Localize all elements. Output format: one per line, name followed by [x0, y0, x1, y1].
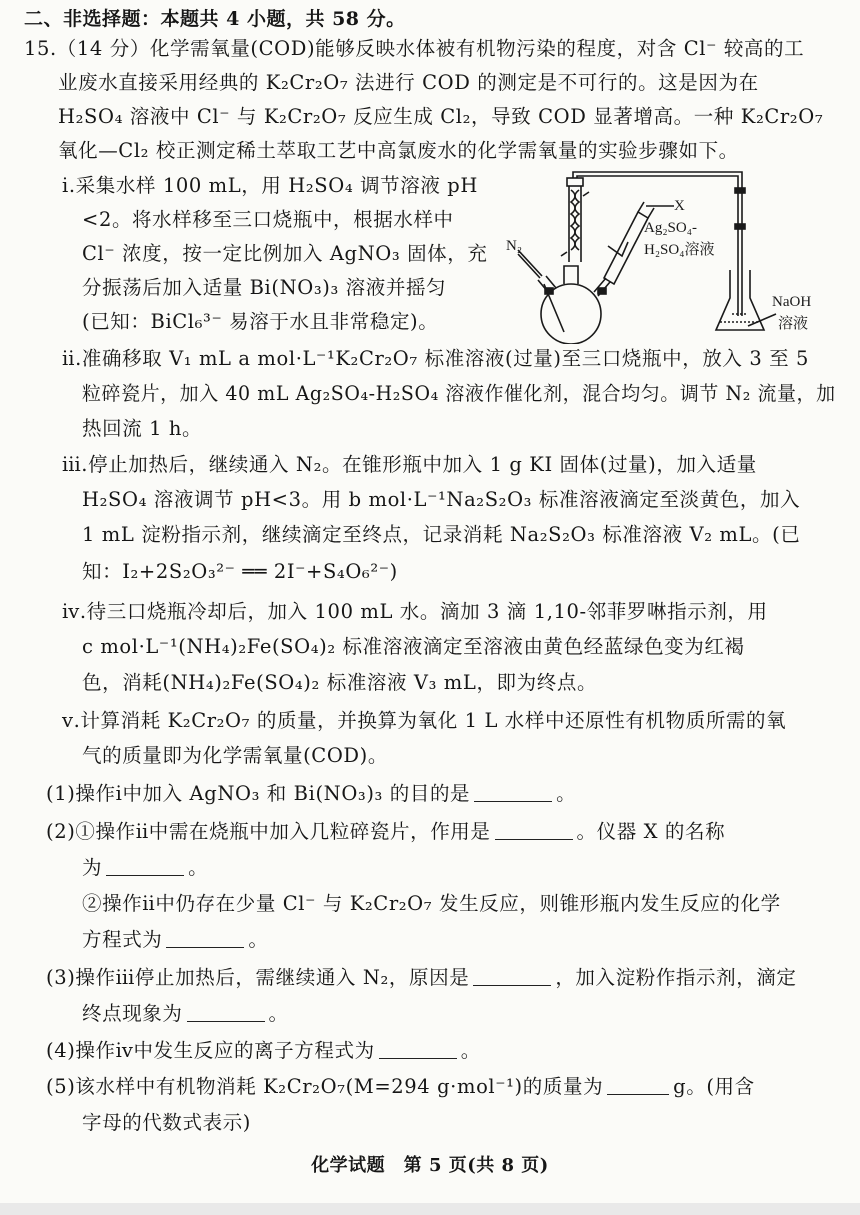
sq5-tail: g。(用含	[673, 1075, 755, 1098]
step1-line-1: ⅰ.采集水样 100 mL，用 H₂SO₄ 调节溶液 pH	[62, 174, 478, 197]
bottom-edge	[0, 1203, 860, 1215]
answer-blank-3a[interactable]	[473, 983, 551, 986]
sq3-text: (3)操作ⅲ停止加热后，需继续通入 N₂，原因是	[46, 966, 470, 989]
answer-blank-2a-name[interactable]	[106, 873, 184, 876]
section-header: 二、非选择题：本题共 4 小题，共 58 分。	[24, 8, 406, 30]
sub-question-5	[46, 1077, 755, 1097]
answer-blank-2b[interactable]	[166, 945, 244, 948]
sq3-cont-text: 终点现象为	[82, 1002, 183, 1025]
step1-line-2: <2。将水样移至三口烧瓶中，根据水样中	[82, 208, 454, 231]
sq1-tail: 。	[556, 782, 577, 805]
sub-question-2b: ②操作ⅱ中仍存在少量 Cl⁻ 与 K₂Cr₂O₇ 发生反应，则锥形瓶内发生反应的化学	[82, 892, 781, 915]
step1-line-3: Cl⁻ 浓度，按一定比例加入 AgNO₃ 固体，充	[82, 242, 488, 265]
sub-question-2a-cont	[82, 858, 208, 878]
answer-blank-1[interactable]	[474, 799, 552, 802]
sq2b-cont-text: 方程式为	[82, 928, 163, 951]
sq3-cont-tail: 。	[268, 1002, 289, 1025]
conical-flask	[716, 270, 764, 330]
sq2b-cont-tail: 。	[248, 928, 269, 951]
answer-blank-2a[interactable]	[495, 837, 573, 840]
label-naoh-2: 溶液	[778, 316, 809, 332]
step3-line-3: 1 mL 淀粉指示剂，继续滴定至终点，记录消耗 Na₂S₂O₃ 标准溶液 V₂ mL。(已	[82, 523, 801, 546]
sub-question-4	[46, 1041, 481, 1061]
intro-line-1: 15.（14 分）化学需氧量(COD)能够反映水体被有机物污染的程度，对含 Cl⁻ 较高的工	[24, 37, 805, 60]
step2-line-2: 粒碎瓷片，加入 40 mL Ag₂SO₄-H₂SO₄ 溶液作催化剂，混合均匀。调节 N₂ 流量，加	[82, 382, 836, 405]
sub-question-3-cont	[82, 1004, 289, 1024]
sub-question-2a	[46, 822, 725, 842]
sq4-text: (4)操作ⅳ中发生反应的离子方程式为	[46, 1039, 375, 1062]
sq5-text: (5)该水样中有机物消耗 K₂Cr₂O₇(M=294 g·mol⁻¹)的质量为	[46, 1075, 604, 1098]
step3-line-4: 知：I₂+2S₂O₃²⁻ ══ 2I⁻+S₄O₆²⁻)	[82, 560, 398, 583]
label-n2: N₂	[506, 238, 523, 254]
answer-blank-3b[interactable]	[187, 1019, 265, 1022]
sq1-text: (1)操作ⅰ中加入 AgNO₃ 和 Bi(NO₃)₃ 的目的是	[46, 782, 471, 805]
step2-line-3: 热回流 1 h。	[82, 417, 203, 440]
sub-question-2b-cont	[82, 930, 269, 950]
intro-line-2: 业废水直接采用经典的 K₂Cr₂O₇ 法进行 COD 的测定是不可行的。这是因为在	[58, 71, 759, 94]
label-naoh: NaOH	[772, 294, 812, 310]
intro-line-3: H₂SO₄ 溶液中 Cl⁻ 与 K₂Cr₂O₇ 反应生成 Cl₂，导致 COD 显著增高。一种 K₂Cr₂O₇	[58, 105, 824, 128]
sub-question-5-cont: 字母的代数式表示)	[82, 1111, 252, 1134]
step3-line-1: ⅲ.停止加热后，继续通入 N₂。在锥形瓶中加入 1 g KI 固体(过量)，加入适量	[62, 453, 757, 476]
sub-question-3	[46, 968, 797, 988]
step4-line-1: ⅳ.待三口烧瓶冷却后，加入 100 mL 水。滴加 3 滴 1,10-邻菲罗啉指示剂，用	[62, 600, 768, 623]
page-footer: 化学试题 第 5 页(共 8 页)	[311, 1155, 549, 1176]
answer-blank-5[interactable]	[607, 1092, 669, 1095]
sq2a-cont-tail: 。	[188, 856, 209, 879]
sq4-tail: 。	[460, 1039, 481, 1062]
intro-line-4: 氧化—Cl₂ 校正测定稀土萃取工艺中高氯废水的化学需氧量的实验步骤如下。	[58, 139, 739, 162]
step5-line-2: 气的质量即为化学需氧量(COD)。	[82, 744, 388, 767]
label-x: X	[674, 198, 685, 214]
sq2a-cont-text: 为	[82, 856, 103, 879]
label-catalyst-2: H₂SO₄溶液	[644, 242, 715, 258]
step1-line-4: 分振荡后加入适量 Bi(NO₃)₃ 溶液并摇匀	[82, 276, 447, 299]
apparatus-diagram	[498, 166, 830, 344]
step5-line-1: ⅴ.计算消耗 K₂Cr₂O₇ 的质量，并换算为氧化 1 L 水样中还原性有机物质所需的氧	[62, 709, 787, 732]
step2-line-1: ⅱ.准确移取 V₁ mL a mol·L⁻¹K₂Cr₂O₇ 标准溶液(过量)至三口烧瓶中，放入 3 至 5	[62, 347, 810, 370]
sub-question-1	[46, 784, 576, 804]
step1-line-5: (已知：BiCl₆³⁻ 易溶于水且非常稳定)。	[82, 310, 439, 333]
sq2a-tail: 。仪器 X 的名称	[576, 820, 726, 843]
step4-line-2: c mol·L⁻¹(NH₄)₂Fe(SO₄)₂ 标准溶液滴定至溶液由黄色经蓝绿色变为红褐	[82, 635, 745, 658]
label-catalyst: Ag₂SO₄-	[644, 220, 697, 236]
step4-line-3: 色，消耗(NH₄)₂Fe(SO₄)₂ 标准溶液 V₃ mL，即为终点。	[82, 671, 598, 694]
step3-line-2: H₂SO₄ 溶液调节 pH<3。用 b mol·L⁻¹Na₂S₂O₃ 标准溶液滴定至淡黄色，加入	[82, 488, 801, 511]
sq3-tail: ，加入淀粉作指示剂，滴定	[555, 966, 797, 989]
answer-blank-4[interactable]	[379, 1056, 457, 1059]
sq2a-text: (2)①操作ⅱ中需在烧瓶中加入几粒碎瓷片，作用是	[46, 820, 491, 843]
